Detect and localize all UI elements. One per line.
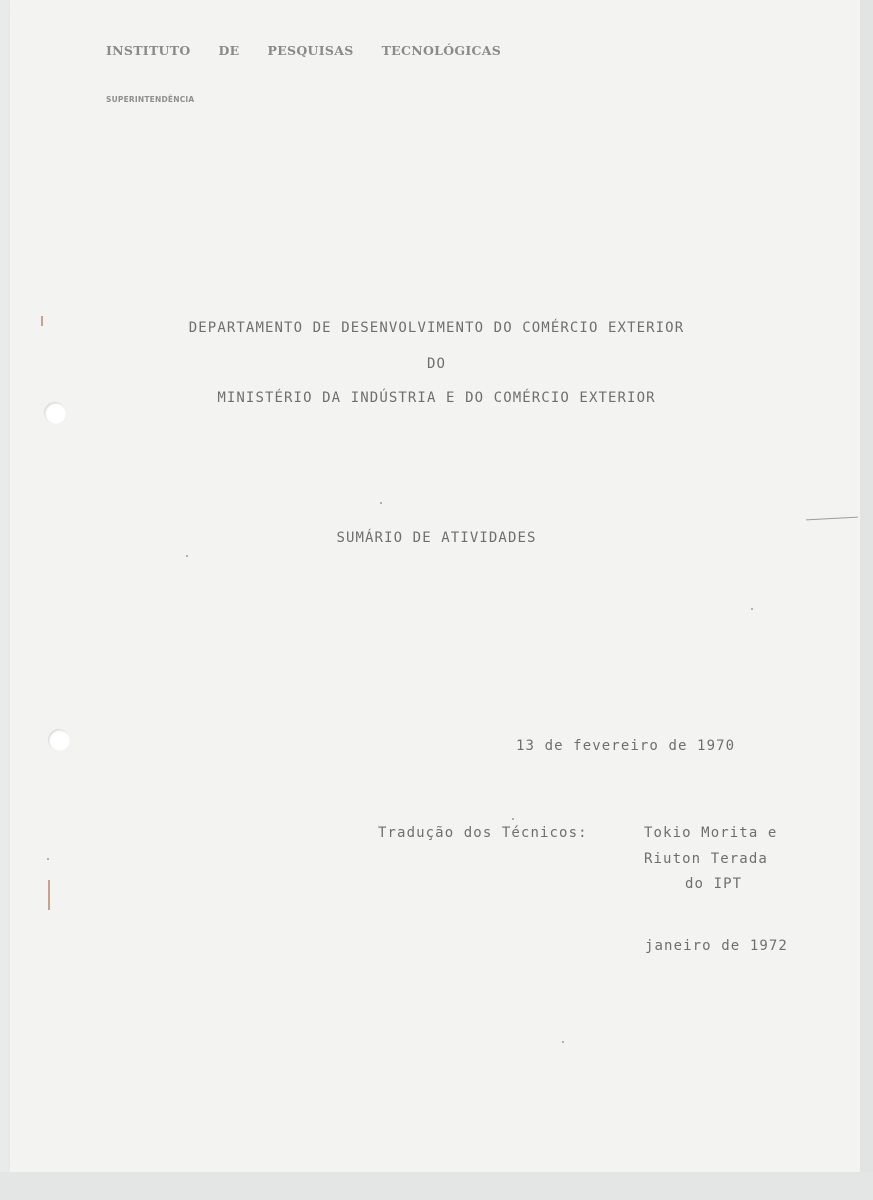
letterhead-word: DE (218, 43, 240, 58)
translator-org: do IPT (685, 876, 743, 892)
translation-label: Tradução dos Técnicos: (378, 825, 588, 841)
title-line-1: DEPARTAMENTO DE DESENVOLVIMENTO DO COMÉRCIO EXTERIOR (188, 320, 685, 336)
speck (380, 502, 382, 504)
speck (186, 555, 188, 557)
letterhead-word: INSTITUTO (106, 43, 191, 58)
letterhead-word: TECNOLÓGICAS (381, 43, 502, 58)
translator-name-2: Riuton Terada (644, 851, 768, 867)
scan-edge-right (860, 0, 873, 1200)
letterhead-word: PESQUISAS (267, 43, 354, 58)
speck (512, 818, 514, 820)
letterhead-subheading: SUPERINTENDÊNCIA (106, 95, 195, 104)
speck (47, 858, 49, 860)
letterhead (106, 43, 501, 58)
translator-name-1: Tokio Morita e (644, 825, 778, 841)
title-line-3: MINISTÉRIO DA INDÚSTRIA E DO COMÉRCIO EXTERIOR (217, 390, 656, 406)
paper-sheet (10, 0, 860, 1172)
title-line-2: DO (426, 356, 447, 372)
scan-edge-bottom (0, 1172, 873, 1200)
margin-mark (48, 880, 50, 910)
document-subject: SUMÁRIO DE ATIVIDADES (336, 530, 537, 546)
translation-date: janeiro de 1972 (645, 938, 788, 954)
speck (751, 608, 753, 610)
speck (562, 1041, 564, 1043)
punch-hole-bottom (48, 729, 70, 751)
document-date: 13 de fevereiro de 1970 (516, 738, 736, 754)
